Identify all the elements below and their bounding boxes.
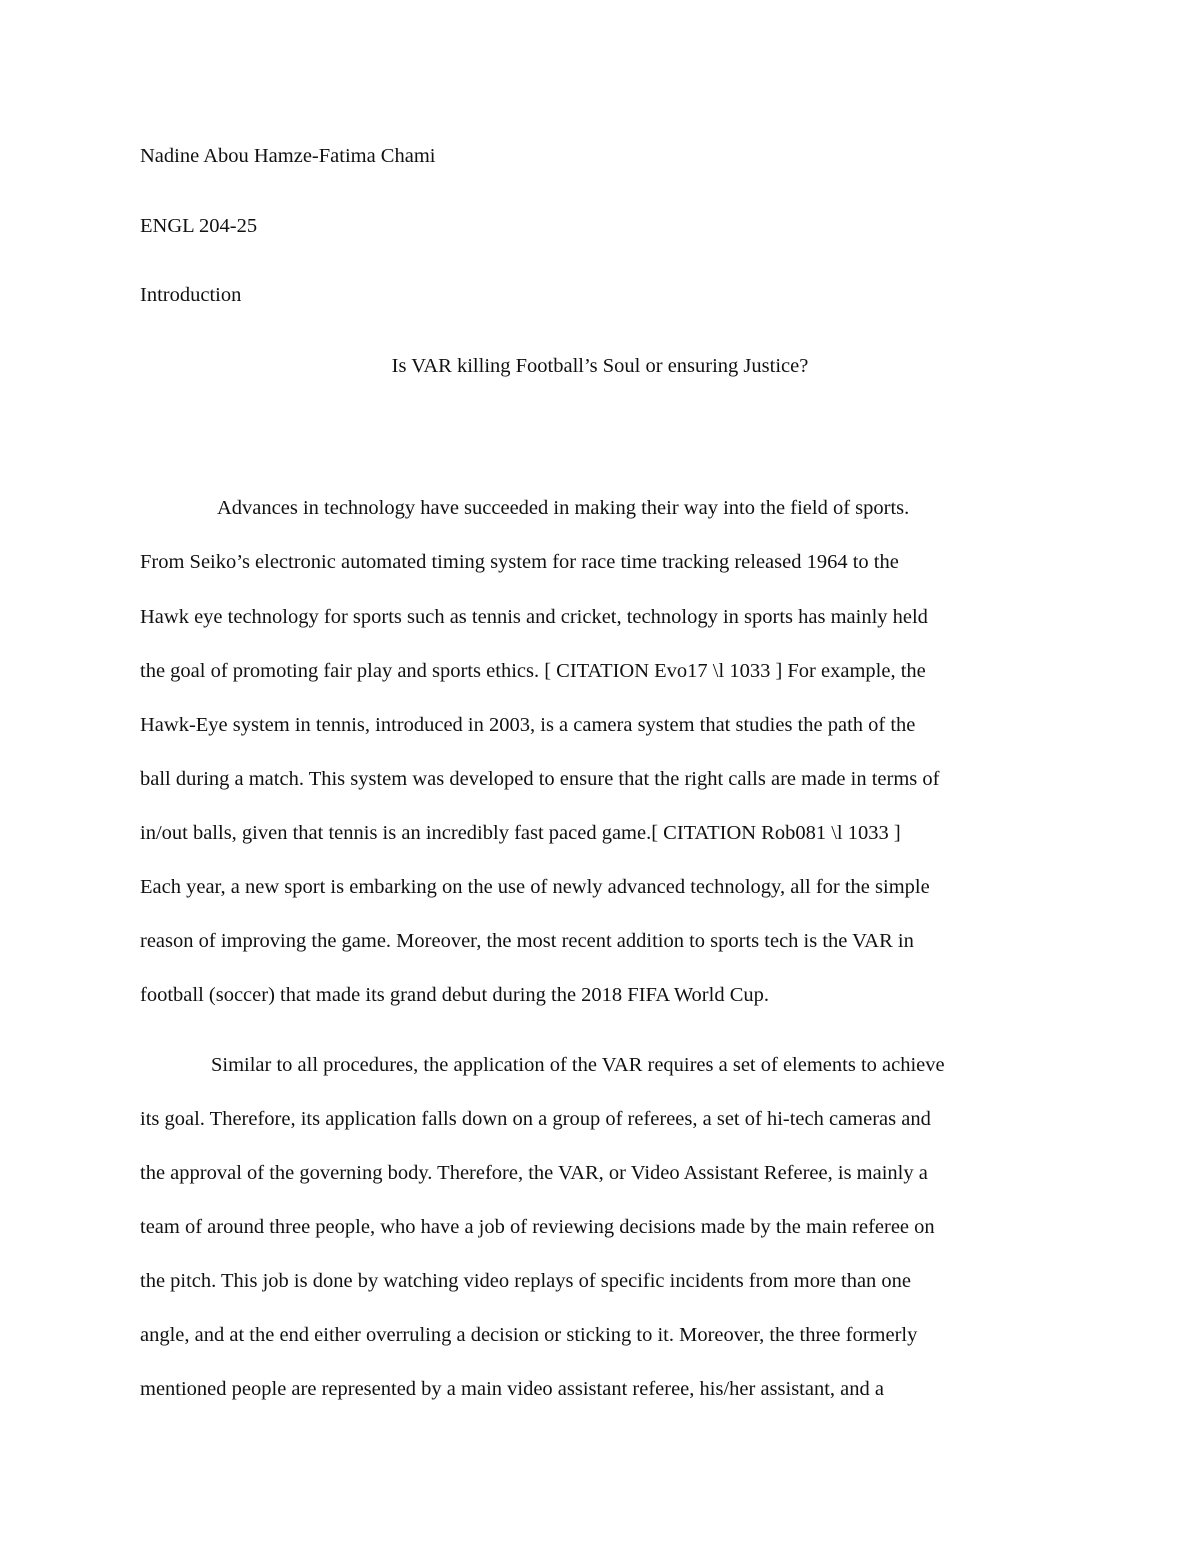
paragraph-line: the pitch. This job is done by watching video replays of specific incidents from more than one — [140, 1270, 912, 1292]
paragraph-line: in/out balls, given that tennis is an incredibly fast paced game.[ CITATION Rob081 \l 1033 ] — [140, 822, 901, 844]
paragraph-line: ball during a match. This system was developed to ensure that the right calls are made in terms of — [140, 768, 940, 790]
essay-title: Is VAR killing Football’s Soul or ensuring Justice? — [391, 355, 809, 377]
course-line: ENGL 204-25 — [140, 215, 258, 237]
paragraph-line: football (soccer) that made its grand debut during the 2018 FIFA World Cup. — [140, 984, 769, 1006]
paragraph-line: Hawk-Eye system in tennis, introduced in 2003, is a camera system that studies the path of the — [140, 714, 916, 736]
paragraph-line: Advances in technology have succeeded in making their way into the field of sports. — [217, 497, 910, 519]
paragraph-line: Similar to all procedures, the application of the VAR requires a set of elements to achieve — [211, 1054, 945, 1076]
paragraph-line: team of around three people, who have a job of reviewing decisions made by the main referee on — [140, 1216, 935, 1238]
paragraph-line: Hawk eye technology for sports such as tennis and cricket, technology in sports has mainly held — [140, 606, 928, 628]
paragraph-line: angle, and at the end either overruling a decision or sticking to it. Moreover, the three formerly — [140, 1324, 918, 1346]
paragraph-line: the approval of the governing body. Therefore, the VAR, or Video Assistant Referee, is mainly a — [140, 1162, 928, 1184]
paragraph-line: the goal of promoting fair play and sports ethics. [ CITATION Evo17 \l 1033 ] For example, the — [140, 660, 926, 682]
paragraph-line: Each year, a new sport is embarking on the use of newly advanced technology, all for the simple — [140, 876, 930, 898]
paragraph-line: From Seiko’s electronic automated timing system for race time tracking released 1964 to the — [140, 551, 899, 573]
section-heading: Introduction — [140, 284, 242, 306]
paragraph-line: mentioned people are represented by a main video assistant referee, his/her assistant, and a — [140, 1378, 884, 1400]
author-line: Nadine Abou Hamze-Fatima Chami — [140, 145, 436, 167]
paragraph-line: its goal. Therefore, its application falls down on a group of referees, a set of hi-tech cameras and — [140, 1108, 931, 1130]
paragraph-line: reason of improving the game. Moreover, the most recent addition to sports tech is the VAR in — [140, 930, 914, 952]
